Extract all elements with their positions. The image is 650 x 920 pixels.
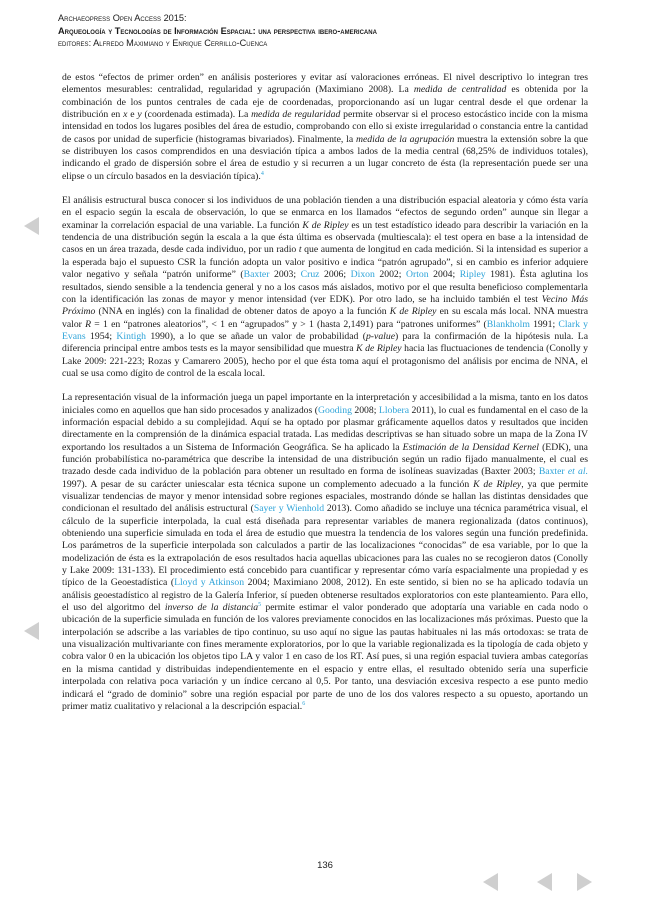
footnote-ref[interactable]: 4 — [260, 170, 264, 177]
previous-page-arrow-icon[interactable] — [24, 622, 39, 640]
previous-page-arrow-icon[interactable] — [537, 873, 552, 891]
book-title: Arqueología y Tecnologías de Información Espacial: una perspectiva ibero-americana — [58, 25, 377, 36]
citation-link[interactable]: Gooding — [318, 404, 352, 416]
citation-link[interactable]: Kintigh — [116, 330, 147, 342]
citation-link[interactable]: Cruz — [300, 269, 320, 281]
citation-link[interactable]: Ripley — [459, 269, 486, 281]
citation-link[interactable]: Clark y Evans — [62, 318, 588, 342]
paragraph: de estos “efectos de primer orden” en análisis posteriores y evitar así valoraciones erróneas. El nivel descriptivo lo integran tres elementos mesurables: centralidad, regularidad y agrupación (Maximiano 2008). La medida de centralidad es obtenida por la combinación de los puntos centrales de cada eje de coordenadas, proporcionando así un lugar central desde el que ordenar la distribución en x e y (coordenada estimada). La medida de regularidad permite observar si el proceso estocástico incide con la misma intensidad en todos los lugares posibles del área de estudio, comprobando con ello si existe irregularidad o constancia entre la cantidad de casos por unidad de superficie (histogramas bivariados). Finalmente, la medida de la agrupación muestra la extensión sobre la que se distribuyen los casos comprendidos en una desviación típica a ambos lados de la media central (68,25% de individuos totales), indicando el grado de dispersión sobre el área de estudio y si recurren a un lugar concreto de ésta (la representación puede ser una elipse o un círculo basados en la desviación típica).$^4$ — [62, 72, 588, 182]
page-header — [58, 12, 618, 50]
page-number: 136 — [317, 860, 333, 871]
citation-link[interactable]: Baxter et al. — [538, 466, 588, 478]
footnote-ref[interactable]: 5 — [258, 601, 262, 608]
citation-link[interactable]: Sayer y Wienhold — [253, 503, 325, 515]
footnote-ref[interactable]: 6 — [302, 700, 306, 707]
citation-link[interactable]: Orton — [406, 269, 429, 281]
citation-link[interactable]: Llobera — [378, 404, 410, 416]
next-page-arrow-icon[interactable] — [577, 873, 592, 891]
previous-page-arrow-icon[interactable] — [483, 873, 498, 891]
paragraph: La representación visual de la información juega un papel importante en la interpretación y accesibilidad a la misma, tanto en los datos iniciales como en aquellos que han sido procesados y analizados (Gooding 2008; Llobera 2011), lo cual es fundamental en el caso de la información espacial debido a su complejidad. Aquí se ha optado por plasmar gráficamente aquellos datos y resultados que inciden directamente en la comprensión de la dinámica espacial tratada. Las medidas descriptivas se han situado sobre un mapa de la Zona IV exportando los resultados a un Sistema de Información Geográfica. Se ha aplicado la Estimación de la Densidad Kernel (EDK), una función probabilística no-paramétrica que describe la intensidad de una distribución según un radio fijado manualmente, el cual es trazado desde cada individuo de la población para obtener un resultado en forma de isolíneas suavizadas (Baxter 2003; Baxter et al. 1997). A pesar de su carácter uniescalar esta técnica supone un complemento adecuado a la función K de Ripley, ya que permite visualizar tendencias de mayor y menor intensidad sobre regiones espaciales, mostrando dónde se hallan las distintas densidades que condicionan el resultado del análisis estructural (Sayer y Wienhold 2013). Como añadido se incluye una técnica paramétrica visual, el cálculo de la superficie interpolada, la cual está diseñada para representar variables de manera regionalizada (datos continuos), obteniendo una superficie simulada en toda el área de estudio que muestra la tendencia de los valores según una función predefinida. Los parámetros de la superficie interpolada son calculados a partir de las localizaciones “conocidas” de esa variable, por lo que la modelización de ésta es la extrapolación de esos resultados hacia aquellas ubicaciones para las cuales no se recogieron datos (Conolly y Lake 2009: 131-133). El procedimiento está concebido para cuantificar y representar cómo varía espacialmente una propiedad y es típico de la Geoestadística (Lloyd y Atkinson 2004; Maximiano 2008, 2012). En este sentido, si bien no se ha aplicado todavía un análisis geoestadístico al registro de la Galería Inferior, sí pueden obtenerse resultados exploratorios con este planteamiento. Para ello, el uso del algoritmo del inverso de la distancia$^5$ permite estimar el valor ponderado que adoptaría una variable en cada nodo o ubicación de la superficie simulada en función de los valores previamente conocidos en las localizaciones más próximas. Puesto que la interpolación se adscribe a las variables de tipo continuo, su uso aquí no sigue las pautas habituales ni las más ortodoxas: se trata de una visualización multivariante con fines meramente exploratorios, por lo que la variable regionalizada es la tipología de cada objeto y cobra valor 0 en la ubicación los objetos tipo LA y valor 1 en caso de los RT. Así pues, si una región espacial tuviera ambas categorías en la misma cantidad y distribuidas independientemente en el espacio y entre ellas, el resultado obtenido sería una superficie interpolada con relativa poca variación y un índice cercano al 0,5. Por tanto, una desviación excesiva respecto a ese punto medio indicará el “grado de dominio” sobre una región espacial por parte de uno de los dos valores respecto a su opuesto, aportando un primer matiz cualitativo y relacional a la descripción espacial.$^6$ — [62, 392, 588, 712]
citation-link[interactable]: Dixon — [350, 269, 375, 281]
citation-link[interactable]: Lloyd y Atkinson — [174, 577, 245, 589]
previous-page-arrow-icon[interactable] — [24, 217, 39, 235]
publisher-line: Archaeopress Open Access 2015: — [58, 13, 187, 23]
citation-link[interactable]: Baxter — [243, 269, 270, 281]
citation-link[interactable]: Blankholm — [486, 318, 530, 330]
paragraph: El análisis estructural busca conocer si los individuos de una población tienden a una distribución espacial aleatoria y cómo ésta varía en el espacio según la escala de observación, lo que se enmarca en los llamados “efectos de segundo orden” aunque sin llegar a examinar la correlación espacial de una variable. La función K de Ripley es un test estadístico ideado para describir la variación en la tendencia de una distribución según la escala a la que ésta última es observada (multiescala): el test opera en base a la intensidad de casos en un área trazada, desde cada individuo, por un radio t que aumenta de longitud en cada medición. Si la intensidad es superior a la esperada bajo el supuesto CSR la función adopta un valor positivo e indica “patrón agrupado”, si en cambio es inferior adquiere valor negativo y señala “patrón uniforme” (Baxter 2003; Cruz 2006; Dixon 2002; Orton 2004; Ripley 1981). Ésta aglutina los resultados, siendo sensible a la tendencia general y no a los casos más aislados, motivo por el que resulta beneficioso complementarla con la identificación las zonas de mayor y menor intensidad (ver EDK). Por otro lado, se ha incluido también el test Vecino Más Próximo (NNA en inglés) con la finalidad de obtener datos de apoyo a la función K de Ripley en su escala más local. NNA muestra valor R = 1 en “patrones aleatorios”, < 1 en “agrupados” y > 1 (hasta 2,1491) para “patrones uniformes” (Blankholm 1991; Clark y Evans 1954; Kintigh 1990), a lo que se añade un valor de probabilidad (p-value) para la confirmación de la hipótesis nula. La diferencia principal entre ambos tests es la mayor sensibilidad que muestra K de Ripley hacia las fluctuaciones de tendencia (Conolly y Lake 2009: 221-223; Rozas y Camarero 2005), hecho por el que ésta toma aquí el protagonismo del análisis por encima de NNA, el cual se usa como dígito de control de la escala local. — [62, 195, 589, 379]
body-text — [62, 72, 588, 713]
editors-line: editores: Alfredo Maximiano y Enrique Cerrillo-Cuenca — [58, 38, 268, 49]
